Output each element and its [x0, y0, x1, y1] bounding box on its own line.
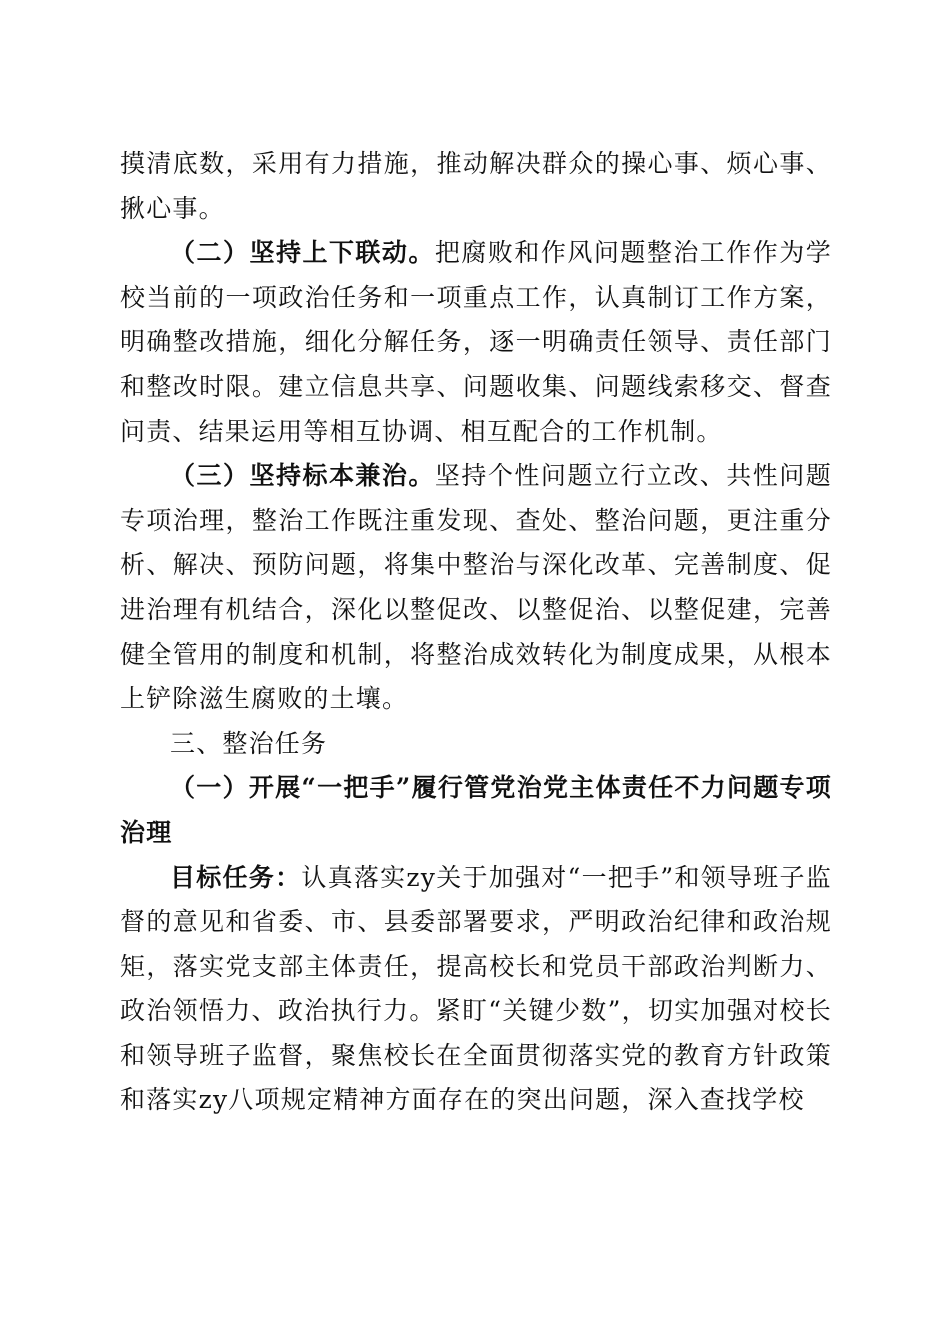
subsection-title: （一）开展“一把手”履行管党治党主体责任不力问题专项治理: [120, 773, 832, 847]
paragraph-text: 把腐败和作风问题整治工作作为学校当前的一项政治任务和一项重点工作，认真制订工作方案，明确整改措施，细化分解任务，逐一明确责任领导、责任部门和整改时限。建立信息共享、问题收集、问题线索移交、督查问责、结果运用等相互协调、相互配合的工作机制。: [120, 238, 832, 446]
document-body: [120, 142, 832, 1123]
paragraph-text: 认真落实zy关于加强对“一把手”和领导班子监督的意见和省委、市、县委部署要求，严明政治纪律和政治规矩，落实党支部主体责任，提高校长和党员干部政治判断力、政治领悟力、政治执行力。紧盯“关键少数”，切实加强对校长和领导班子监督，聚焦校长在全面贯彻落实党的教育方针政策和落实zy八项规定精神方面存在的突出问题，深入查找学校: [120, 862, 832, 1115]
paragraph-principle-three: [120, 454, 832, 722]
paragraph-heading: （三）坚持标本兼治。: [170, 461, 435, 491]
paragraph-heading: 目标任务：: [170, 862, 302, 892]
paragraph-text: 坚持个性问题立行立改、共性问题专项治理，整治工作既注重发现、查处、整治问题，更注重分析、解决、预防问题，将集中整治与深化改革、完善制度、促进治理有机结合，深化以整促改、以整促治、以整促建，完善健全管用的制度和机制，将整治成效转化为制度成果，从根本上铲除滋生腐败的土壤。: [120, 461, 832, 714]
paragraph-principle-two: [120, 231, 832, 454]
subsection-heading: [120, 766, 832, 855]
paragraph-heading: （二）坚持上下联动。: [170, 238, 435, 268]
section-title: 三、整治任务: [170, 728, 328, 758]
paragraph-target-task: [120, 856, 832, 1124]
paragraph-continuation: [120, 142, 832, 231]
section-heading: [120, 722, 832, 767]
paragraph-text: 摸清底数，采用有力措施，推动解决群众的操心事、烦心事、揪心事。: [120, 149, 832, 223]
